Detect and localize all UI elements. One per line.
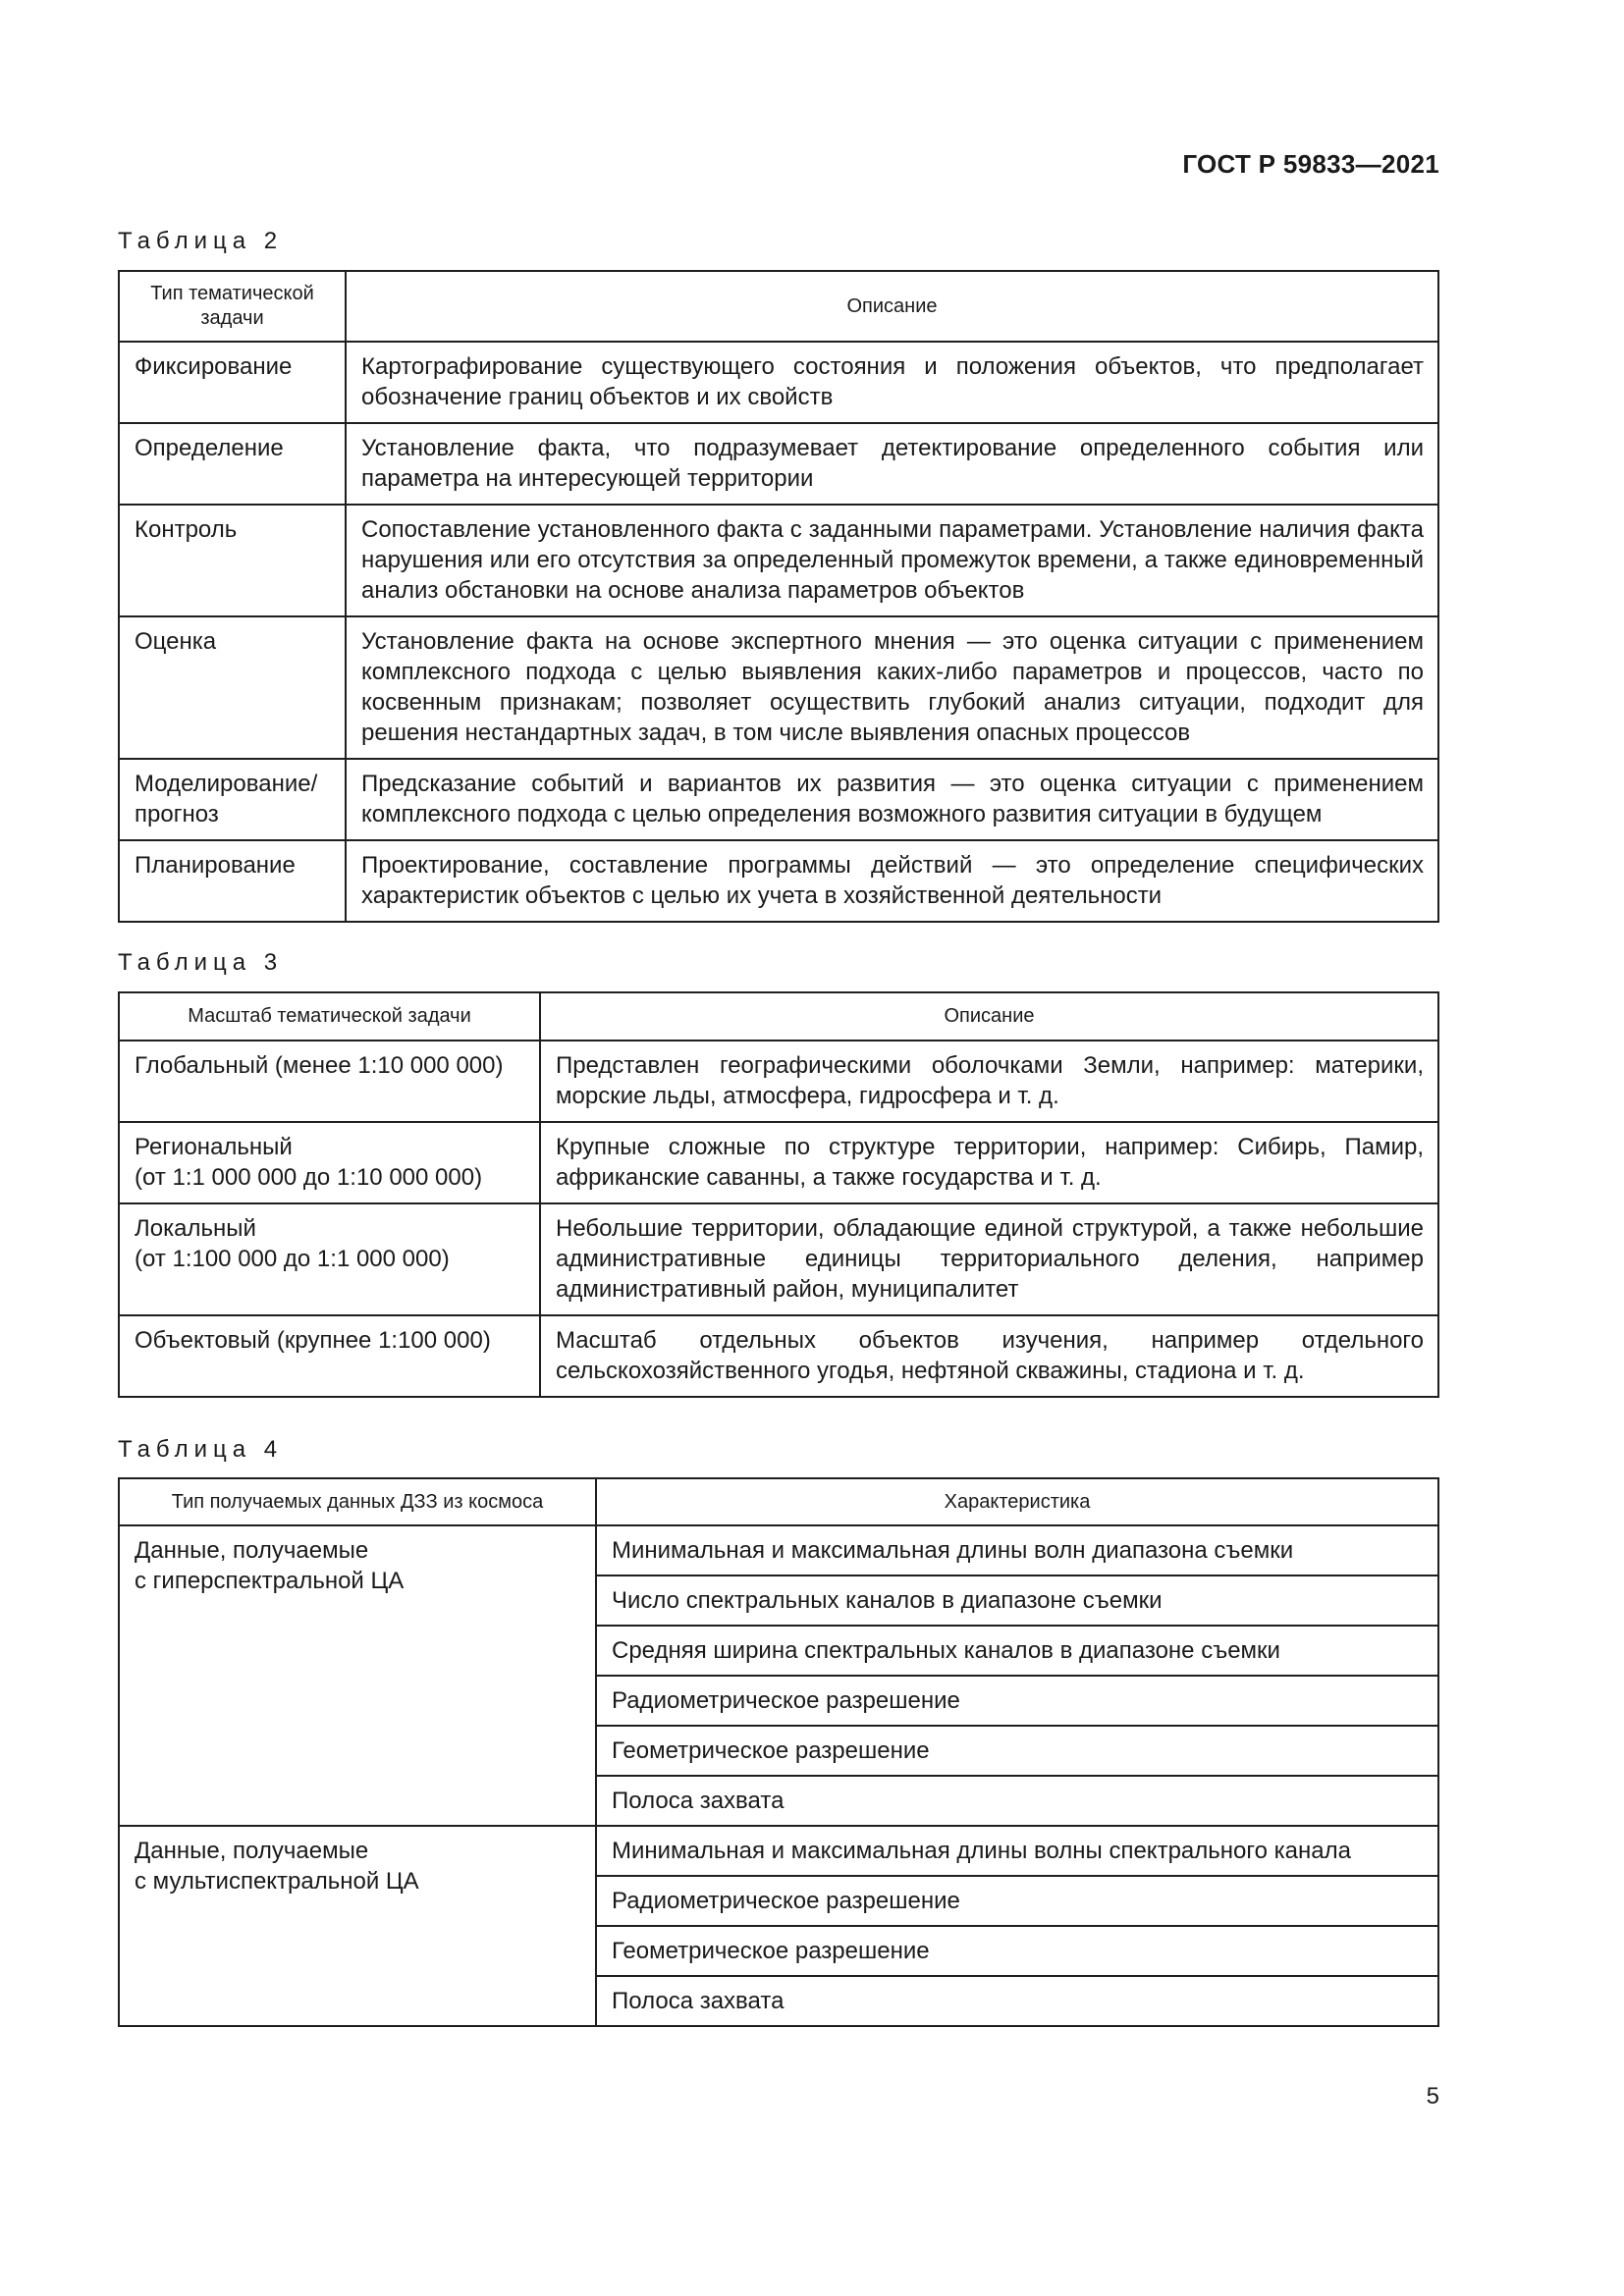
characteristic-cell: Минимальная и максимальная длины волн диапазона съемки [596, 1525, 1438, 1575]
table-row [119, 759, 1438, 840]
table-row [119, 505, 1438, 616]
task-type-cell: Определение [119, 423, 346, 505]
characteristic-cell: Средняя ширина спектральных каналов в диапазоне съемки [596, 1626, 1438, 1676]
description-cell: Предсказание событий и вариантов их развития — это оценка ситуации с применением комплексного подхода с целью определения возможного развития ситуации в будущем [346, 759, 1438, 840]
table-row [119, 1826, 1438, 1876]
table-row [119, 616, 1438, 759]
task-type-cell: Фиксирование [119, 342, 346, 423]
table-3-header-description: Описание [540, 992, 1438, 1041]
characteristic-cell: Радиометрическое разрешение [596, 1876, 1438, 1926]
table-row [119, 840, 1438, 922]
table-2-caption: Таблица 2 [118, 228, 284, 254]
description-cell: Сопоставление установленного факта с заданными параметрами. Установление наличия факта нарушения или его отсутствия за определенный промежуток времени, а также единовременный анализ обстановки на основе анализа параметров объектов [346, 505, 1438, 616]
description-cell: Установление факта на основе экспертного мнения — это оценка ситуации с применением комплексного подхода с целью выявления каких-либо параметров и процессов, часто по косвенным признакам; позволяет осуществить глубокий анализ ситуации, подходит для решения нестандартных задач, в том числе выявления опасных процессов [346, 616, 1438, 759]
description-cell: Картографирование существующего состояния и положения объектов, что предполагает обозначение границ объектов и их свойств [346, 342, 1438, 423]
table-4-header-data-type: Тип получаемых данных ДЗЗ из космоса [119, 1478, 596, 1525]
scale-name: Региональный [135, 1134, 293, 1160]
table-row [119, 342, 1438, 423]
scale-cell [119, 1315, 540, 1397]
data-type-cell [119, 1525, 596, 1826]
scale-name: Глобальный (менее 1:10 000 000) [135, 1052, 504, 1079]
data-type-line: с мультиспектральной ЦА [135, 1868, 419, 1895]
scale-name: Объектовый (крупнее 1:100 000) [135, 1327, 491, 1354]
characteristic-cell: Полоса захвата [596, 1776, 1438, 1826]
table-3 [118, 991, 1439, 1398]
scale-cell [119, 1122, 540, 1203]
task-type-cell: Моделирование/ прогноз [119, 759, 346, 840]
characteristic-cell: Минимальная и максимальная длины волны спектрального канала [596, 1826, 1438, 1876]
task-type-cell: Контроль [119, 505, 346, 616]
table-2-header-description: Описание [346, 271, 1438, 342]
table-4-caption: Таблица 4 [118, 1436, 284, 1463]
description-cell: Масштаб отдельных объектов изучения, например отдельного сельскохозяйственного угодья, нефтяной скважины, стадиона и т. д. [540, 1315, 1438, 1397]
standard-number: ГОСТ Р 59833—2021 [1182, 149, 1439, 179]
scale-cell [119, 1203, 540, 1315]
description-cell: Установление факта, что подразумевает детектирование определенного события или параметра на интересующей территории [346, 423, 1438, 505]
page-number: 5 [1426, 2083, 1439, 2109]
table-row [119, 1203, 1438, 1315]
description-cell: Проектирование, составление программы действий — это определение специфических характеристик объектов с целью их учета в хозяйственной деятельности [346, 840, 1438, 922]
characteristic-cell: Полоса захвата [596, 1976, 1438, 2026]
description-cell: Представлен географическими оболочками Земли, например: материки, морские льды, атмосфера, гидросфера и т. д. [540, 1041, 1438, 1122]
table-row [119, 1122, 1438, 1203]
table-3-header-scale: Масштаб тематической задачи [119, 992, 540, 1041]
data-type-line: с гиперспектральной ЦА [135, 1568, 405, 1594]
description-cell: Крупные сложные по структуре территории, например: Сибирь, Памир, африканские саванны, а также государства и т. д. [540, 1122, 1438, 1203]
task-type-cell: Планирование [119, 840, 346, 922]
data-type-line: Данные, получаемые [135, 1838, 369, 1864]
table-2 [118, 270, 1439, 923]
characteristic-cell: Геометрическое разрешение [596, 1726, 1438, 1776]
table-row [119, 423, 1438, 505]
scale-range: (от 1:1 000 000 до 1:10 000 000) [135, 1164, 483, 1191]
table-row [119, 1041, 1438, 1122]
table-3-caption: Таблица 3 [118, 949, 284, 976]
characteristic-cell: Радиометрическое разрешение [596, 1676, 1438, 1726]
scale-range: (от 1:100 000 до 1:1 000 000) [135, 1246, 450, 1272]
scale-name: Локальный [135, 1215, 256, 1242]
table-row [119, 1315, 1438, 1397]
characteristic-cell: Число спектральных каналов в диапазоне съемки [596, 1575, 1438, 1626]
table-2-header-type: Тип тематической задачи [119, 271, 346, 342]
description-cell: Небольшие территории, обладающие единой структурой, а также небольшие административные единицы территориального деления, например административный район, муниципалитет [540, 1203, 1438, 1315]
scale-cell [119, 1041, 540, 1122]
data-type-line: Данные, получаемые [135, 1537, 369, 1564]
data-type-cell [119, 1826, 596, 2026]
table-4 [118, 1477, 1439, 2027]
characteristic-cell: Геометрическое разрешение [596, 1926, 1438, 1976]
table-row [119, 1525, 1438, 1575]
task-type-cell: Оценка [119, 616, 346, 759]
table-4-header-characteristic: Характеристика [596, 1478, 1438, 1525]
